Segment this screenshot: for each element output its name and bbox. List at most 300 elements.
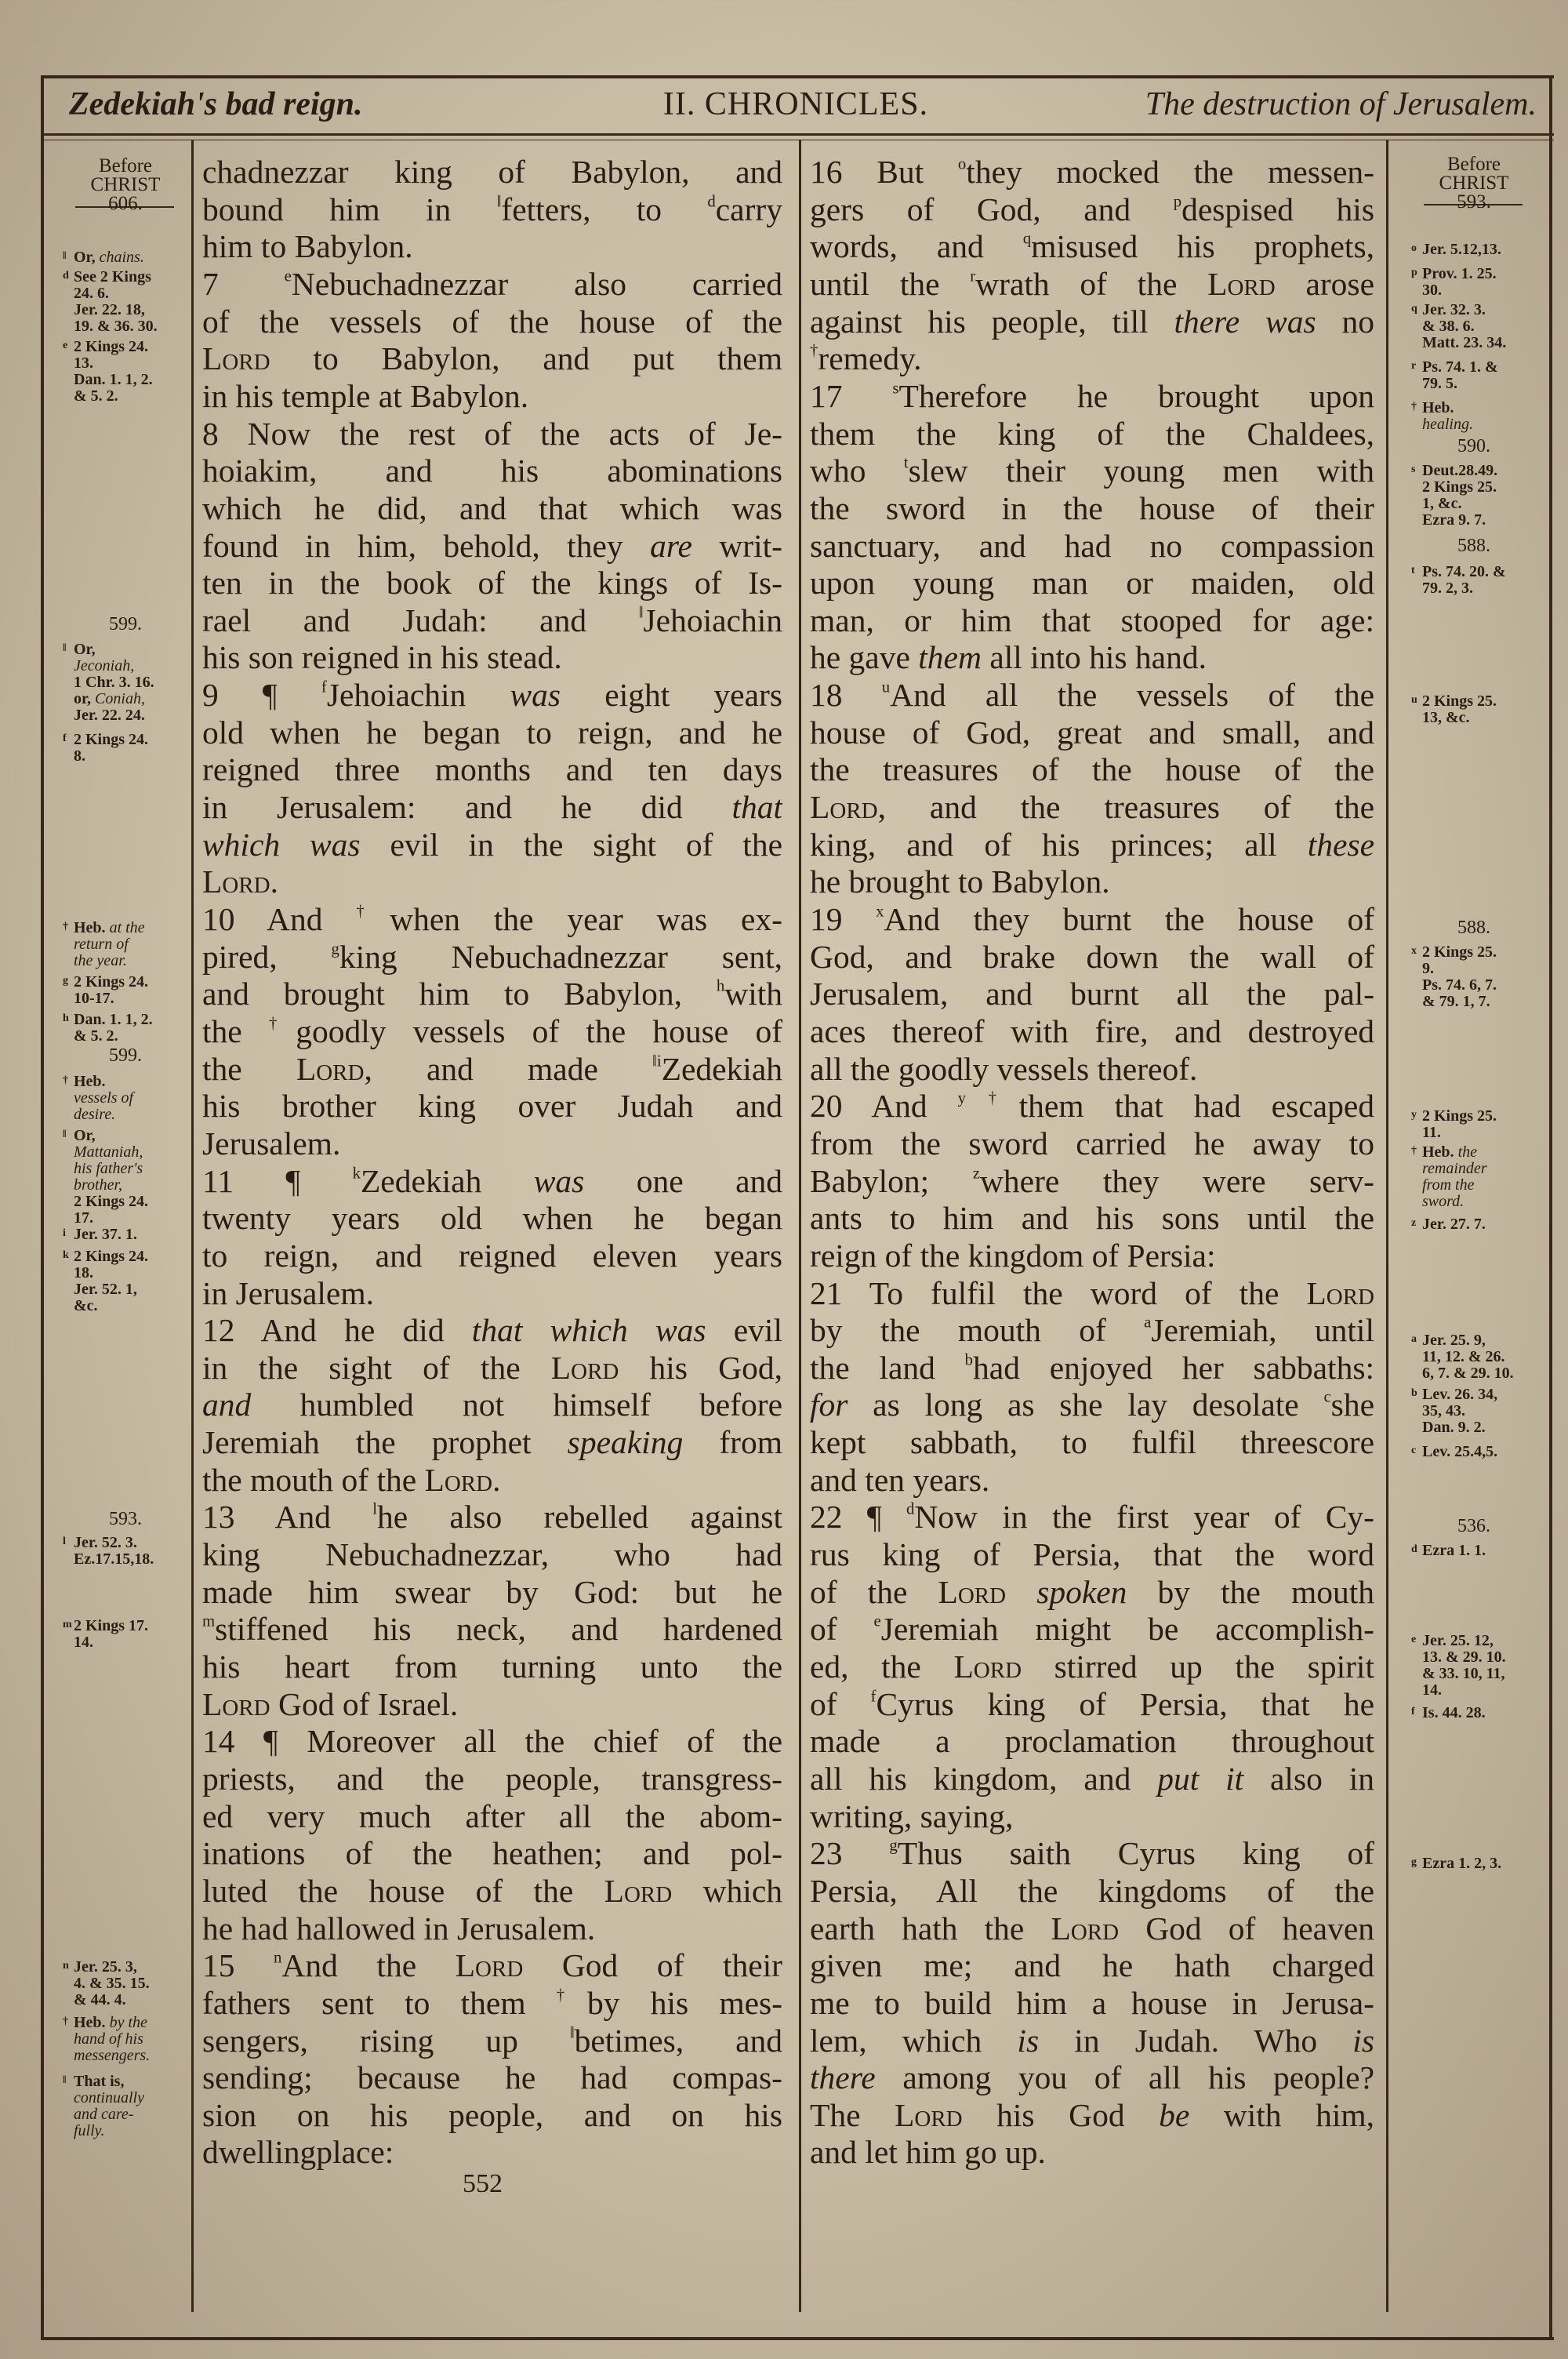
margin-note (63, 972, 148, 1007)
italic-word: messengers. (74, 2047, 151, 2064)
running-head-left: Zedekiah's bad reign. (69, 86, 363, 122)
text-run: fathers sent to them (202, 1984, 557, 2021)
text-run: remedy. (818, 340, 922, 377)
note-line (63, 1976, 150, 1992)
text-run: betimes, and (574, 2022, 782, 2059)
reference-mark: ‖ (63, 1129, 67, 1140)
note-line (1411, 264, 1497, 282)
note-line (63, 1126, 148, 1144)
text-line (202, 827, 782, 863)
note-line (1411, 1631, 1506, 1649)
text-line (202, 565, 782, 602)
text-run: inations of the heathen; and pol- (202, 1835, 782, 1872)
reference-mark: e (1411, 1634, 1417, 1645)
italic-word: from the (1422, 1176, 1475, 1194)
text-line (810, 1947, 1374, 1984)
text-run: ed, the (810, 1648, 954, 1685)
text-run: Heb. (1422, 1143, 1458, 1161)
italic-word: that (731, 789, 782, 826)
italic-word: return of (74, 936, 129, 953)
text-line (202, 1013, 782, 1050)
text-run: &c. (74, 1297, 98, 1314)
text-run: in his temple at Babylon. (202, 377, 529, 414)
reference-mark: s (1411, 463, 1416, 475)
italic-word: the (1457, 1143, 1477, 1161)
italic-word: hand of his (74, 2030, 143, 2048)
note-line (63, 1634, 148, 1651)
reference-mark: o (957, 155, 967, 173)
note-line (63, 1225, 137, 1243)
note-line (63, 990, 148, 1007)
text-line (810, 1462, 1374, 1499)
text-run: Lev. 26. 34, (1422, 1386, 1498, 1403)
italic-word: Jeconiah, (74, 657, 135, 674)
text-run: Lev. 25.4,5. (1422, 1443, 1498, 1460)
text-run: humbled not himself before (251, 1387, 782, 1423)
note-line (63, 1298, 148, 1314)
text-run: the (202, 1050, 296, 1087)
text-line (202, 453, 782, 489)
margin-note (63, 1957, 150, 2008)
text-run: & 79. 1, 7. (1422, 993, 1490, 1010)
text-run: Heb. (1422, 399, 1454, 416)
note-line (63, 2072, 144, 2090)
text-line (810, 304, 1374, 340)
text-line (202, 340, 782, 377)
text-run: Matt. 23. 34. (1422, 334, 1507, 351)
text-run: 2 Kings 24. (74, 973, 149, 990)
note-line (63, 372, 153, 388)
text-run: with (724, 976, 782, 1012)
text-run: Deut.28.49. (1422, 462, 1498, 479)
text-run: Dan. 9. 2. (1422, 1419, 1486, 1436)
italic-word: fully. (74, 2122, 105, 2139)
reference-mark: n (63, 1960, 69, 1972)
italic-word: desire. (74, 1106, 116, 1123)
text-run: 79. 2, 3. (1422, 580, 1473, 597)
text-line (202, 789, 782, 826)
page-number: 552 (463, 2169, 503, 2198)
text-run: until the (810, 265, 971, 302)
note-line (1411, 994, 1497, 1010)
note-line (1411, 461, 1497, 479)
note-line (63, 267, 158, 285)
text-run: arose (1275, 265, 1374, 302)
text-run: . (270, 863, 278, 900)
reference-mark: † (356, 903, 390, 921)
reference-mark: d (906, 1500, 915, 1518)
text-run: 30. (1422, 282, 1442, 299)
margin-note (1411, 240, 1501, 258)
text-run: bound him in (202, 191, 497, 227)
text-run: rus king of Persia, that the word (810, 1536, 1374, 1573)
note-line (1411, 300, 1506, 318)
text-run: 2 Kings 24. (74, 1248, 149, 1265)
italic-word: vessels of (74, 1089, 134, 1107)
margin-note (1411, 461, 1497, 529)
text-run: Babylon; (810, 1162, 973, 1199)
text-line (810, 453, 1374, 489)
reference-mark: g (63, 975, 68, 987)
note-line (63, 1265, 148, 1281)
text-run: in Jerusalem. (202, 1274, 374, 1311)
text-run: And the (281, 1947, 456, 1984)
text-run: rael and Judah: and (202, 602, 639, 638)
margin-note (1411, 1385, 1497, 1436)
text-run: 8 Now the rest of the acts of Je- (202, 415, 782, 452)
small-caps-word: Lord (202, 1685, 270, 1722)
text-run: him to Babylon. (202, 228, 413, 265)
note-line (63, 2090, 144, 2106)
reference-mark: x (876, 903, 884, 921)
reference-mark: c (1323, 1388, 1331, 1406)
margin-date: 536. (1457, 1516, 1490, 1536)
left-border (41, 75, 44, 2340)
text-run: Jeremiah might be accomplish- (880, 1611, 1374, 1648)
text-run: Heb. (74, 2014, 110, 2031)
margin-date: 599. (109, 1045, 142, 1066)
text-run: , and made (364, 1050, 653, 1087)
reference-mark: ‖ (496, 193, 502, 211)
text-run: 20 And (810, 1088, 958, 1125)
note-line (63, 972, 148, 990)
text-line (202, 266, 782, 303)
text-run: to Babylon, and put them (270, 340, 782, 377)
italic-word: are (650, 527, 692, 564)
text-line (810, 490, 1374, 527)
margin-note (1411, 1107, 1497, 1141)
reference-mark: z (1411, 1217, 1417, 1229)
text-line (810, 1648, 1374, 1685)
reference-mark: q (1411, 303, 1417, 314)
text-run: they mocked the messen- (966, 154, 1374, 190)
text-run: king, and of his princes; all (810, 826, 1308, 863)
note-line (63, 2123, 144, 2139)
reference-mark: f (321, 678, 327, 696)
text-run: in the sight of the (202, 1349, 551, 1386)
text-line (202, 2023, 782, 2059)
text-run: stirred up the spirit (1022, 1648, 1374, 1685)
text-run: hoiakim, and his abominations (202, 453, 782, 489)
margin-note (63, 730, 148, 765)
text-run: 11. (1422, 1124, 1441, 1141)
text-run: by his mes- (587, 1984, 782, 2021)
text-line (810, 789, 1374, 826)
text-run: Ps. 74. 1. & (1422, 358, 1498, 376)
text-run: all the goodly vessels thereof. (810, 1050, 1198, 1087)
text-run: and let him go up. (810, 2134, 1046, 2171)
text-run: God of heaven (1119, 1910, 1374, 1946)
text-run: from the sword carried he away to (810, 1125, 1374, 1161)
margin-note (63, 1533, 154, 1568)
text-line (810, 528, 1374, 565)
text-run: 9 ¶ (202, 677, 321, 714)
small-caps-word: Lord (550, 1349, 619, 1386)
small-caps-word: Lord (953, 1648, 1022, 1685)
italic-word: was (533, 1162, 585, 1199)
margin-note (63, 640, 154, 724)
note-line (63, 318, 158, 335)
text-run: Zedekiah (360, 1162, 534, 1199)
text-run: pired, (202, 938, 332, 975)
margin-date: 588. (1457, 918, 1490, 938)
italic-word: and (202, 1387, 252, 1423)
note-line (1411, 1442, 1497, 1460)
margin-date: 588. (1457, 536, 1490, 556)
text-run: old when he began to reign, and he (202, 714, 782, 751)
text-run: his God, (619, 1349, 782, 1386)
margin-note (63, 248, 144, 266)
text-line (202, 1312, 782, 1349)
text-run: given me; and he hath charged (810, 1947, 1374, 1984)
italic-word: his father's (74, 1160, 143, 1177)
reference-mark: ‖ (63, 250, 67, 262)
text-run: carry (715, 191, 782, 227)
text-line (810, 191, 1374, 228)
text-line (810, 154, 1374, 191)
text-run: he brought to Babylon. (810, 863, 1110, 900)
reference-mark: e (873, 1612, 881, 1630)
margin-note (1411, 1541, 1486, 1559)
text-run: 19. & 36. 30. (74, 318, 158, 335)
text-run: luted the house of the (202, 1872, 604, 1909)
text-line (810, 2059, 1374, 2096)
text-run: And all the vessels of the (890, 677, 1374, 714)
text-run: Jehoiachin (326, 677, 510, 714)
reference-mark: g (1411, 1856, 1417, 1868)
text-run: and ten years. (810, 1461, 990, 1498)
reference-mark: † (63, 921, 68, 932)
note-line (1411, 1349, 1514, 1365)
margin-note (63, 1247, 148, 1314)
italic-word: sword. (1422, 1193, 1465, 1210)
text-run: in Judah. Who (1039, 2022, 1353, 2059)
reference-mark: ‖i (652, 1052, 662, 1070)
text-line (810, 2097, 1374, 2134)
note-line (63, 707, 154, 724)
column-divider (799, 140, 801, 2312)
text-run: misused his prophets, (1031, 228, 1374, 265)
text-line (810, 976, 1374, 1012)
margin-note (1411, 1143, 1487, 1210)
small-caps-word: Lord (895, 2096, 963, 2133)
text-run: 16 But (810, 154, 958, 190)
italic-word: there was (1174, 303, 1316, 340)
text-run: Therefore he brought upon (898, 377, 1374, 414)
text-run: he also rebelled against (376, 1499, 782, 1536)
text-run: Ez.17.15,18. (74, 1550, 154, 1568)
margin-note (63, 1616, 148, 1651)
text-run: & 5. 2. (74, 387, 118, 405)
text-run: Or, (74, 641, 96, 658)
text-run: Jer. 27. 7. (1422, 1216, 1486, 1233)
text-run: reign of the kingdom of Persia: (810, 1237, 1216, 1274)
note-line (63, 1072, 133, 1090)
text-line (202, 1985, 782, 2022)
reference-mark: f (1411, 1706, 1415, 1717)
small-caps-word: Lord (1306, 1274, 1374, 1311)
text-line (810, 639, 1374, 676)
reference-mark: d (63, 270, 69, 282)
text-line (810, 827, 1374, 863)
text-line (810, 2023, 1374, 2059)
note-line (1411, 1107, 1497, 1125)
note-line (1411, 977, 1497, 994)
margin-date: 593. (109, 1509, 142, 1529)
reference-mark: d (707, 193, 716, 211)
text-run: had enjoyed her sabbaths: (973, 1349, 1374, 1386)
text-run: 18. (74, 1264, 93, 1281)
note-line (63, 748, 148, 765)
text-line (810, 228, 1374, 265)
italic-word: them (918, 639, 982, 676)
text-run: of the (810, 1573, 938, 1610)
margin-date: 599. (109, 614, 142, 634)
margin-note (63, 918, 145, 969)
note-line (1411, 943, 1497, 961)
text-line (810, 1424, 1374, 1461)
reference-mark: † (63, 1074, 68, 1086)
text-run: gers of God, and (810, 191, 1174, 227)
note-line (1411, 496, 1497, 512)
text-run: Is. 44. 28. (1422, 1704, 1486, 1721)
reference-mark: i (63, 1227, 66, 1239)
right-before-christ (1396, 155, 1552, 212)
text-line (810, 1051, 1374, 1088)
reference-mark: u (881, 678, 891, 696)
left-margin-rule (191, 140, 194, 2312)
reference-mark: a (1144, 1314, 1152, 1332)
text-run: 21 To fulfil the word of the (810, 1274, 1307, 1311)
text-run: & 5. 2. (74, 1027, 118, 1045)
text-run: Jer. 52. 1, (74, 1281, 137, 1298)
header-rule (41, 133, 1554, 136)
note-line (1411, 961, 1497, 977)
reference-mark: l (63, 1536, 66, 1547)
text-run: his brother king over Judah and (202, 1088, 782, 1125)
italic-word: the year. (74, 952, 127, 969)
text-run: 2 Kings 25. (1422, 943, 1497, 961)
note-line (1411, 1177, 1487, 1194)
note-line (1411, 282, 1497, 299)
text-run: 10-17. (74, 990, 114, 1007)
text-run: to reign, and reigned eleven years (202, 1237, 782, 1274)
note-line (63, 918, 145, 936)
text-run: Or, (74, 249, 100, 266)
text-line (202, 639, 782, 676)
text-line (810, 378, 1374, 415)
reference-mark: m (63, 1619, 72, 1630)
text-run: Jer. 25. 12, (1422, 1632, 1494, 1649)
text-run: 7 (202, 265, 285, 302)
reference-mark: † (1411, 401, 1417, 413)
italic-word: remainder (1422, 1160, 1487, 1177)
note-line (63, 640, 154, 658)
text-run: ten in the book of the kings of Is- (202, 565, 782, 602)
text-run: fetters, to (501, 191, 708, 227)
italic-word: Mattaniah, (74, 1143, 143, 1161)
text-run: & 33. 10, 11, (1422, 1665, 1505, 1682)
text-line (810, 1686, 1374, 1723)
text-run: sengers, rising up (202, 2022, 570, 2059)
note-line (63, 388, 153, 405)
reference-mark: y† (957, 1089, 1019, 1107)
text-run: Persia, All the kingdoms of the (810, 1872, 1374, 1909)
text-line (202, 1238, 782, 1274)
text-line (810, 416, 1374, 453)
text-line (202, 901, 782, 938)
text-run: made a proclamation throughout (810, 1723, 1374, 1760)
reference-mark: g (331, 940, 339, 958)
small-caps-word: Lord (202, 863, 270, 900)
text-run: his God (962, 2096, 1160, 2133)
text-run: all his kingdom, and (810, 1760, 1158, 1797)
text-line (810, 751, 1374, 788)
margin-note (63, 1126, 148, 1227)
text-run: . (492, 1461, 501, 1498)
text-run: 79. 5. (1422, 375, 1457, 392)
reference-mark: b (964, 1351, 974, 1369)
note-line (63, 1247, 148, 1265)
reference-mark: e (63, 340, 68, 351)
text-run: Or, (74, 1127, 96, 1144)
top-border (41, 75, 1554, 78)
italic-word: for (810, 1387, 848, 1423)
note-line (63, 1090, 133, 1107)
note-line (1411, 1854, 1501, 1872)
text-run: from (683, 1424, 782, 1461)
text-run: eight years (561, 677, 782, 714)
text-run: or, (74, 690, 96, 707)
note-line (1411, 1666, 1506, 1682)
text-line (202, 378, 782, 415)
text-run: one and (584, 1162, 782, 1199)
text-run: which (672, 1872, 782, 1909)
note-line (63, 1194, 148, 1210)
italic-word: speaking (567, 1424, 684, 1461)
text-run: where they were serv- (979, 1162, 1374, 1199)
note-line (63, 1028, 153, 1045)
reference-mark: † (810, 342, 818, 360)
text-line (810, 1873, 1374, 1910)
note-line (63, 936, 145, 953)
text-line (810, 677, 1374, 714)
text-run: Jer. 25. 3, (74, 1958, 137, 1976)
text-run: 2 Kings 25. (1422, 478, 1497, 496)
italic-word: is (1017, 2022, 1040, 2059)
text-run: the (202, 1012, 269, 1049)
text-run: Jer. 22. 18, (74, 301, 145, 318)
small-caps-word: Lord (938, 1573, 1007, 1610)
text-run: Ps. 74. 6, 7. (1422, 976, 1497, 994)
text-run: 14. (74, 1634, 93, 1651)
reference-mark: p (1173, 193, 1182, 211)
reference-mark: † (1411, 1145, 1417, 1157)
text-line (202, 1200, 782, 1237)
text-line (202, 304, 782, 340)
text-line (202, 1051, 782, 1088)
text-line (202, 490, 782, 527)
text-line (810, 602, 1374, 639)
italic-word: be (1159, 2096, 1190, 2133)
note-line (1411, 398, 1473, 416)
text-line (810, 901, 1374, 938)
reference-mark: t (903, 454, 909, 472)
text-line (810, 1499, 1374, 1536)
note-line (63, 730, 148, 748)
text-line (202, 1088, 782, 1125)
italic-word: chains. (99, 249, 144, 266)
